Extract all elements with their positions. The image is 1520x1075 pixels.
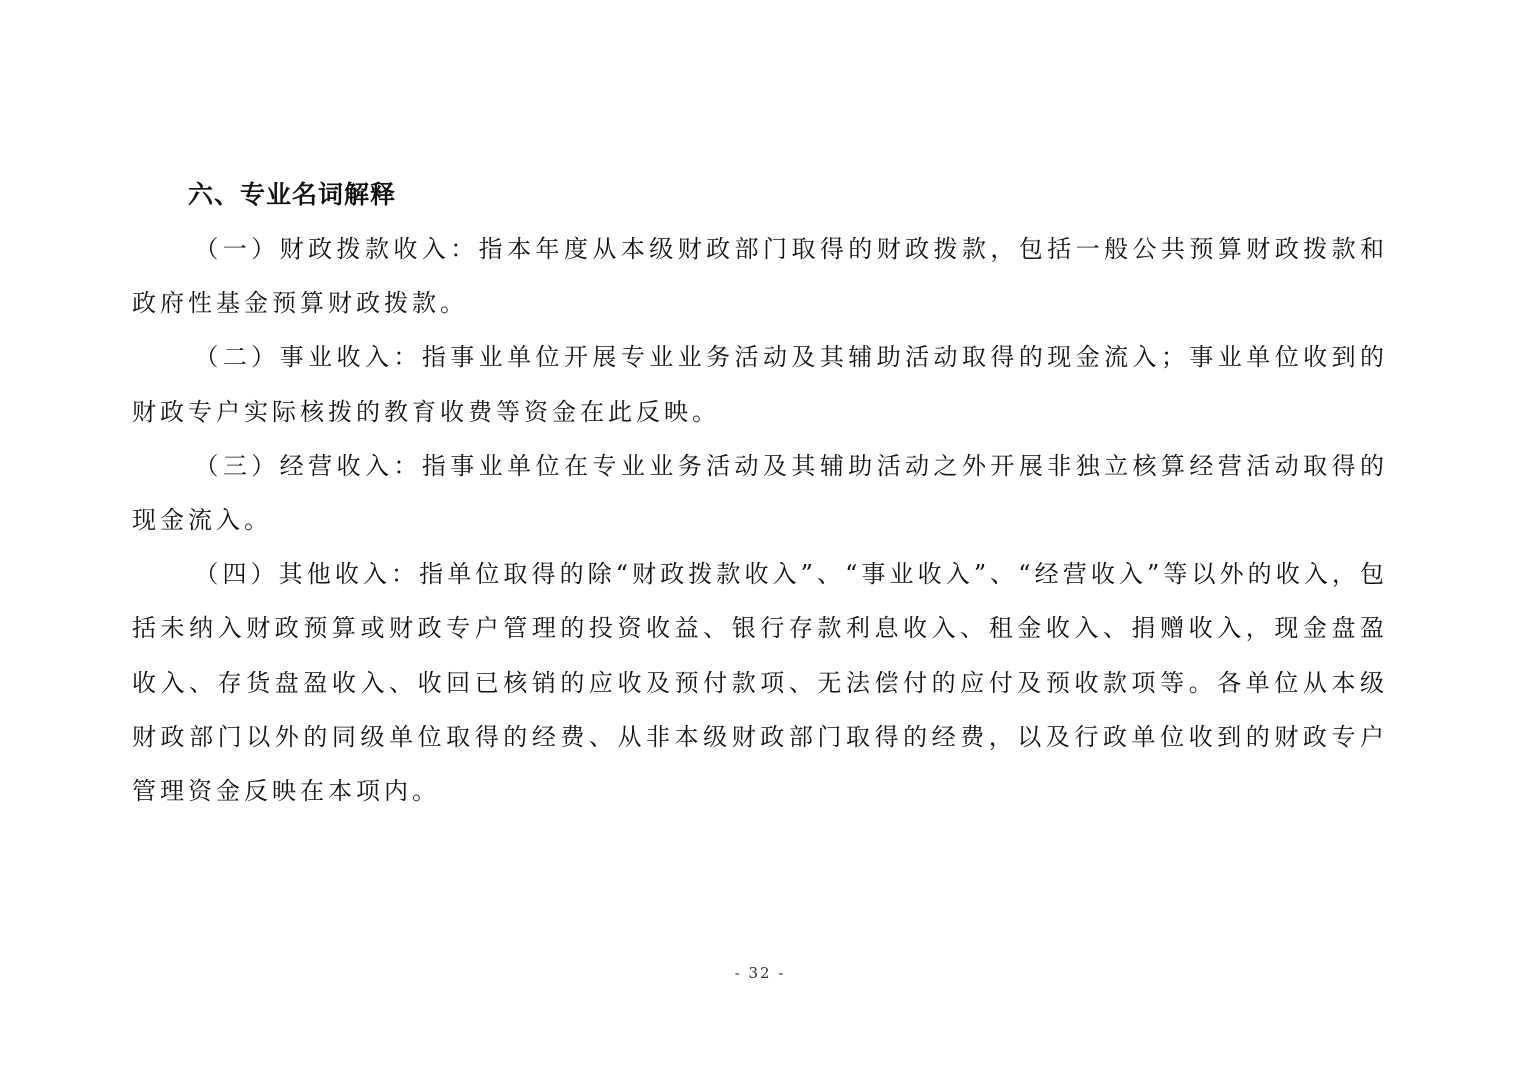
paragraph-operating-income: （三）经营收入：指事业单位在专业业务活动及其辅助活动之外开展非独立核算经营活动取得的现金流入。: [132, 451, 1388, 535]
paragraph-other-income: （四）其他收入：指单位取得的除“财政拨款收入”、“事业收入”、“经营收入”等以外的收入，包括未纳入财政预算或财政专户管理的投资收益、银行存款利息收入、租金收入、捐赠收入，现金盘盈收入、存货盘盈收入、收回已核销的应收及预付款项、无法偿付的应付及预收款项等。各单位从本级财政部门以外的同级单位取得的经费、从非本级财政部门取得的经费，以及行政单位收到的财政专户管理资金反映在本项内。: [132, 560, 1388, 806]
section-heading: 六、专业名词解释: [188, 180, 397, 209]
paragraph-fiscal-appropriation-income: （一）财政拨款收入：指本年度从本级财政部门取得的财政拨款，包括一般公共预算财政拨款和政府性基金预算财政拨款。: [132, 235, 1388, 318]
paragraph-business-income: （二）事业收入：指事业单位开展专业业务活动及其辅助活动取得的现金流入；事业单位收到的财政专户实际核拨的教育收费等资金在此反映。: [132, 343, 1388, 426]
page-number: - 32 -: [734, 964, 786, 982]
body-text: [132, 222, 1388, 818]
